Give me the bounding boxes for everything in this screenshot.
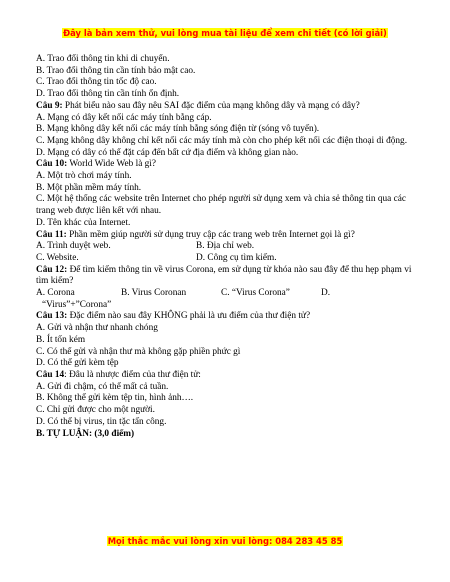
q9-option-b: B. Mạng không dây kết nối các máy tính bằng sóng điện từ (sóng vô tuyến).: [36, 124, 320, 135]
question-10-text: World Wide Web là gì?: [67, 159, 157, 170]
q9-option-d: D. Mạng có dây có thể đặt cáp đến bất cứ địa điểm và không gian nào.: [36, 147, 299, 158]
q11-options-row-1: [36, 241, 420, 253]
q8-option-a: A. Trao đổi thông tin khi di chuyển.: [36, 54, 170, 64]
q12-option-c: C. “Virus Corona”: [221, 288, 290, 299]
q11-option-a: A. Trình duyệt web.: [36, 241, 111, 252]
q9-option-a: A. Mạng có dây kết nối các máy tính bằng cáp.: [36, 112, 212, 123]
question-9-label: Câu 9:: [36, 100, 63, 111]
question-11: [36, 230, 420, 242]
question-14-label: Câu 14: [36, 369, 65, 380]
q8-option-c: C. Trao đổi thông tin tốc độ cao.: [36, 77, 157, 88]
question-13: [36, 311, 420, 323]
q13-option-a: A. Gửi và nhận thư nhanh chóng: [36, 323, 158, 334]
preview-banner-text: Đây là bản xem thử, vui lòng mua tài liệu để xem chi tiết (có lời giải): [63, 28, 387, 38]
q11-option-d: D. Công cụ tìm kiếm.: [196, 252, 277, 263]
q14-option-a: A. Gửi đi chậm, có thể mất cả tuần.: [36, 381, 169, 392]
q10-option-a: A. Một trò chơi máy tính.: [36, 171, 132, 182]
question-12-text: Để tìm kiếm thông tin về virus Corona, em sử dụng từ khóa nào sau đây để thu hẹp phạm vi tìm kiếm?: [36, 264, 412, 287]
q12-options-row: [36, 288, 420, 300]
question-12: [36, 265, 420, 288]
section-b-heading-text: B. TỰ LUẬN: (3,0 điểm): [36, 428, 135, 439]
q10-option-b: B. Một phần mềm máy tính.: [36, 182, 142, 193]
q8-option-d: D. Trao đổi thông tin cần tính ổn định.: [36, 89, 180, 100]
q13-option-d: D. Có thể gửi kèm tệp: [36, 358, 119, 369]
contact-banner-text: Mọi thắc mắc vui lòng xin vui lòng: 084 283 45 85: [107, 536, 343, 546]
question-9: [36, 101, 420, 113]
contact-banner: [0, 536, 450, 546]
question-14: [36, 370, 420, 382]
q12-option-d-continued: “Virus”+”Corona”: [42, 299, 112, 310]
question-9-text: Phát biểu nào sau đây nêu SAI đặc điểm của mạng không dây và mạng có dây?: [62, 100, 360, 111]
q14-option-c: C. Chỉ gửi được cho một người.: [36, 405, 155, 416]
q11-option-c: C. Website.: [36, 252, 79, 263]
preview-banner: [0, 28, 450, 38]
question-10: [36, 159, 420, 171]
question-12-label: Câu 12:: [36, 264, 68, 275]
q10-option-c: C. Một hệ thống các website trên Internet cho phép người sử dụng xem và chia sẻ thông tin qua các trang web được liên kết với nhau.: [36, 194, 406, 217]
question-14-text: : Đâu là nhược điểm của thư điện tử:: [64, 369, 201, 380]
question-13-label: Câu 13:: [36, 311, 68, 322]
q12-option-d: D.: [321, 288, 331, 299]
q12-option-a: A. Corona: [36, 288, 75, 299]
q12-option-b: B. Virus Coronan: [121, 288, 187, 299]
question-10-label: Câu 10:: [36, 159, 68, 170]
q13-option-c: C. Có thể gửi và nhận thư mà không gặp phiền phức gì: [36, 346, 241, 357]
q13-option-b: B. Ít tốn kém: [36, 334, 86, 345]
q11-option-b: B. Địa chỉ web.: [196, 241, 255, 252]
q14-option-d: D. Có thể bị virus, tin tặc tấn công.: [36, 416, 167, 427]
question-13-text: Đặc điểm nào sau đây KHÔNG phải là ưu điểm của thư điện tử?: [67, 311, 311, 322]
document-body: [36, 54, 420, 440]
q11-options-row-2: [36, 253, 420, 265]
q9-option-c: C. Mạng không dây không chỉ kết nối các máy tính mà còn cho phép kết nối các điện thoại di động.: [36, 135, 408, 146]
q10-option-d: D. Tên khác của Internet.: [36, 217, 131, 228]
question-11-text: Phần mềm giúp người sử dụng truy cập các trang web trên Internet gọi là gì?: [66, 229, 355, 240]
q8-option-b: B. Trao đổi thông tin cần tính bảo mật cao.: [36, 65, 196, 76]
q14-option-b: B. Không thể gửi kèm tệp tin, hình ảnh….: [36, 393, 194, 404]
section-b-heading: [36, 429, 420, 441]
question-11-label: Câu 11:: [36, 229, 67, 240]
